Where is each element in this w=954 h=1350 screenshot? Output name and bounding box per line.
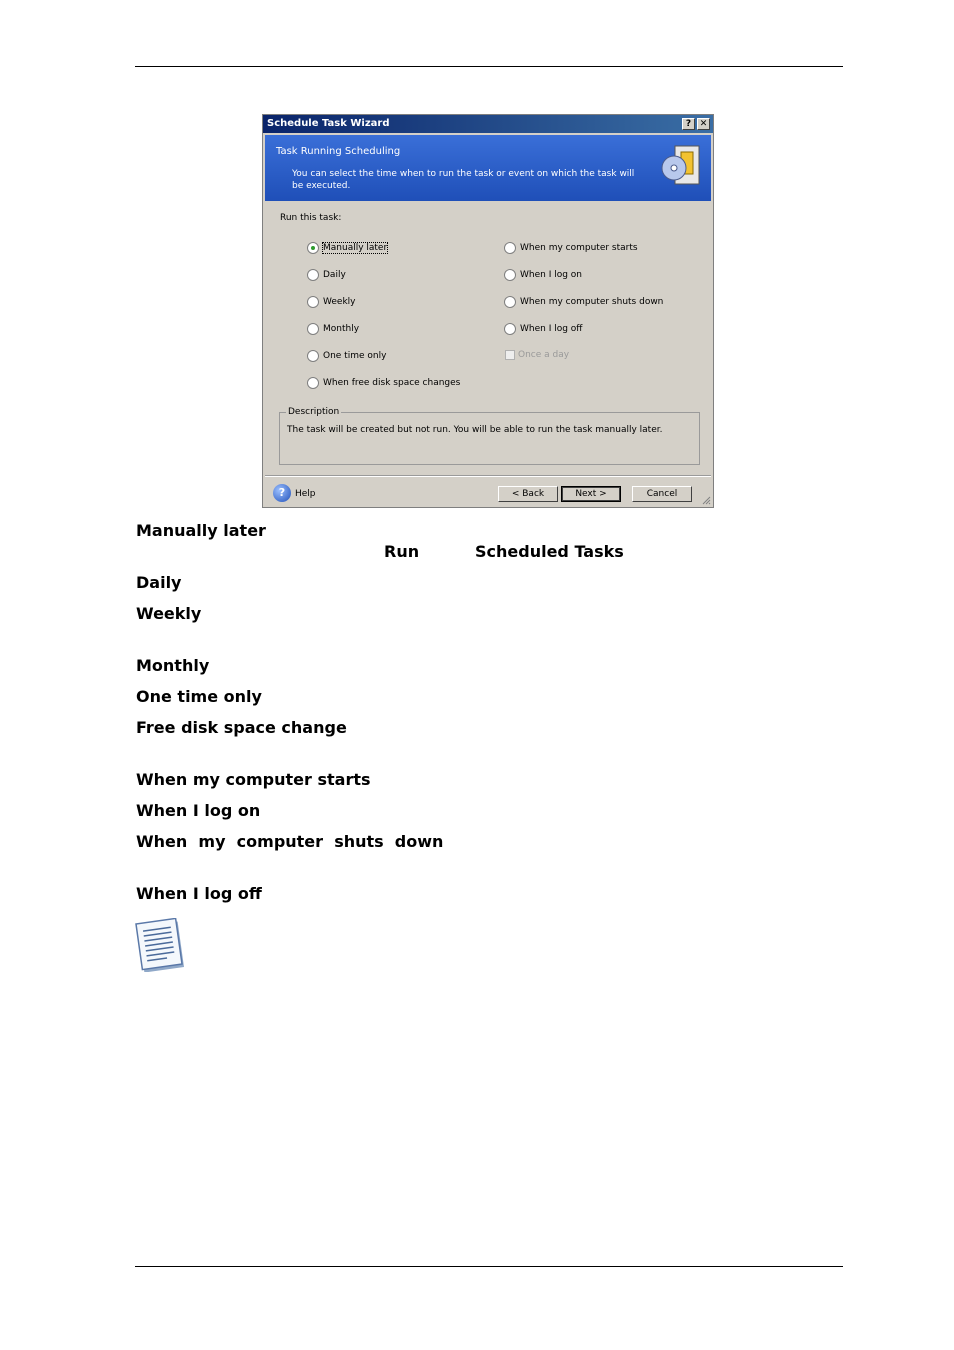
title-close-button[interactable]: ✕ <box>697 118 710 130</box>
scheduler-icon <box>661 144 701 188</box>
resize-grip-icon[interactable] <box>701 495 711 505</box>
next-button[interactable]: Next > <box>561 486 621 502</box>
header-title: Task Running Scheduling <box>276 146 401 157</box>
dialog-title: Schedule Task Wizard <box>267 118 390 129</box>
radio-log-on[interactable] <box>504 269 516 281</box>
option-label-one-time-only[interactable]: One time only <box>323 351 387 361</box>
option-label-computer-starts[interactable]: When my computer starts <box>520 243 638 253</box>
term-scheduled-tasks: Scheduled Tasks <box>475 542 624 561</box>
wizard-header <box>265 135 711 201</box>
cancel-button[interactable]: Cancel <box>632 486 692 502</box>
once-a-day-checkbox[interactable] <box>505 350 515 360</box>
dialog-title-bar <box>263 115 713 133</box>
back-button[interactable]: < Back <box>498 486 558 502</box>
once-a-day-label: Once a day <box>518 350 570 360</box>
option-label-log-on[interactable]: When I log on <box>520 270 583 280</box>
option-label-monthly[interactable]: Monthly <box>323 324 360 334</box>
term-log-off: When I log off <box>136 884 262 903</box>
description-text: The task will be created but not run. You will be able to run the task manually later. <box>287 425 663 435</box>
footer-separator <box>265 475 711 477</box>
title-help-button[interactable]: ? <box>682 118 695 130</box>
radio-daily[interactable] <box>307 269 319 281</box>
option-label-weekly[interactable]: Weekly <box>323 297 356 307</box>
radio-log-off[interactable] <box>504 323 516 335</box>
option-label-free-disk-space[interactable]: When free disk space changes <box>323 378 461 388</box>
term-one-time-only: One time only <box>136 687 262 706</box>
radio-weekly[interactable] <box>307 296 319 308</box>
help-icon[interactable]: ? <box>273 484 291 502</box>
term-manually-later: Manually later <box>136 521 266 540</box>
help-link[interactable]: Help <box>295 489 316 499</box>
term-run: Run <box>384 542 420 561</box>
description-group <box>279 407 700 465</box>
radio-computer-starts[interactable] <box>504 242 516 254</box>
radio-manually-later[interactable] <box>307 242 319 254</box>
run-task-label: Run this task: <box>280 213 342 223</box>
term-weekly: Weekly <box>136 604 202 623</box>
radio-free-disk-space[interactable] <box>307 377 319 389</box>
schedule-task-wizard-dialog <box>262 114 714 508</box>
option-label-manually-later[interactable]: Manually later <box>323 243 388 253</box>
option-label-daily[interactable]: Daily <box>323 270 346 280</box>
footer-rule <box>135 1266 843 1267</box>
radio-computer-shuts-down[interactable] <box>504 296 516 308</box>
term-computer-shuts-down: When my computer shuts down <box>136 832 444 851</box>
header-description: You can select the time when to run the task or event on which the task will be executed. <box>292 169 635 191</box>
term-free-disk-space-change: Free disk space change <box>136 718 347 737</box>
term-daily: Daily <box>136 573 182 592</box>
option-label-computer-shuts-down[interactable]: When my computer shuts down <box>520 297 664 307</box>
description-legend: Description <box>288 407 340 417</box>
option-label-log-off[interactable]: When I log off <box>520 324 583 334</box>
note-icon <box>135 918 185 972</box>
term-computer-starts: When my computer starts <box>136 770 371 789</box>
header-rule <box>135 66 843 67</box>
term-monthly: Monthly <box>136 656 210 675</box>
term-log-on: When I log on <box>136 801 261 820</box>
radio-one-time-only[interactable] <box>307 350 319 362</box>
radio-monthly[interactable] <box>307 323 319 335</box>
